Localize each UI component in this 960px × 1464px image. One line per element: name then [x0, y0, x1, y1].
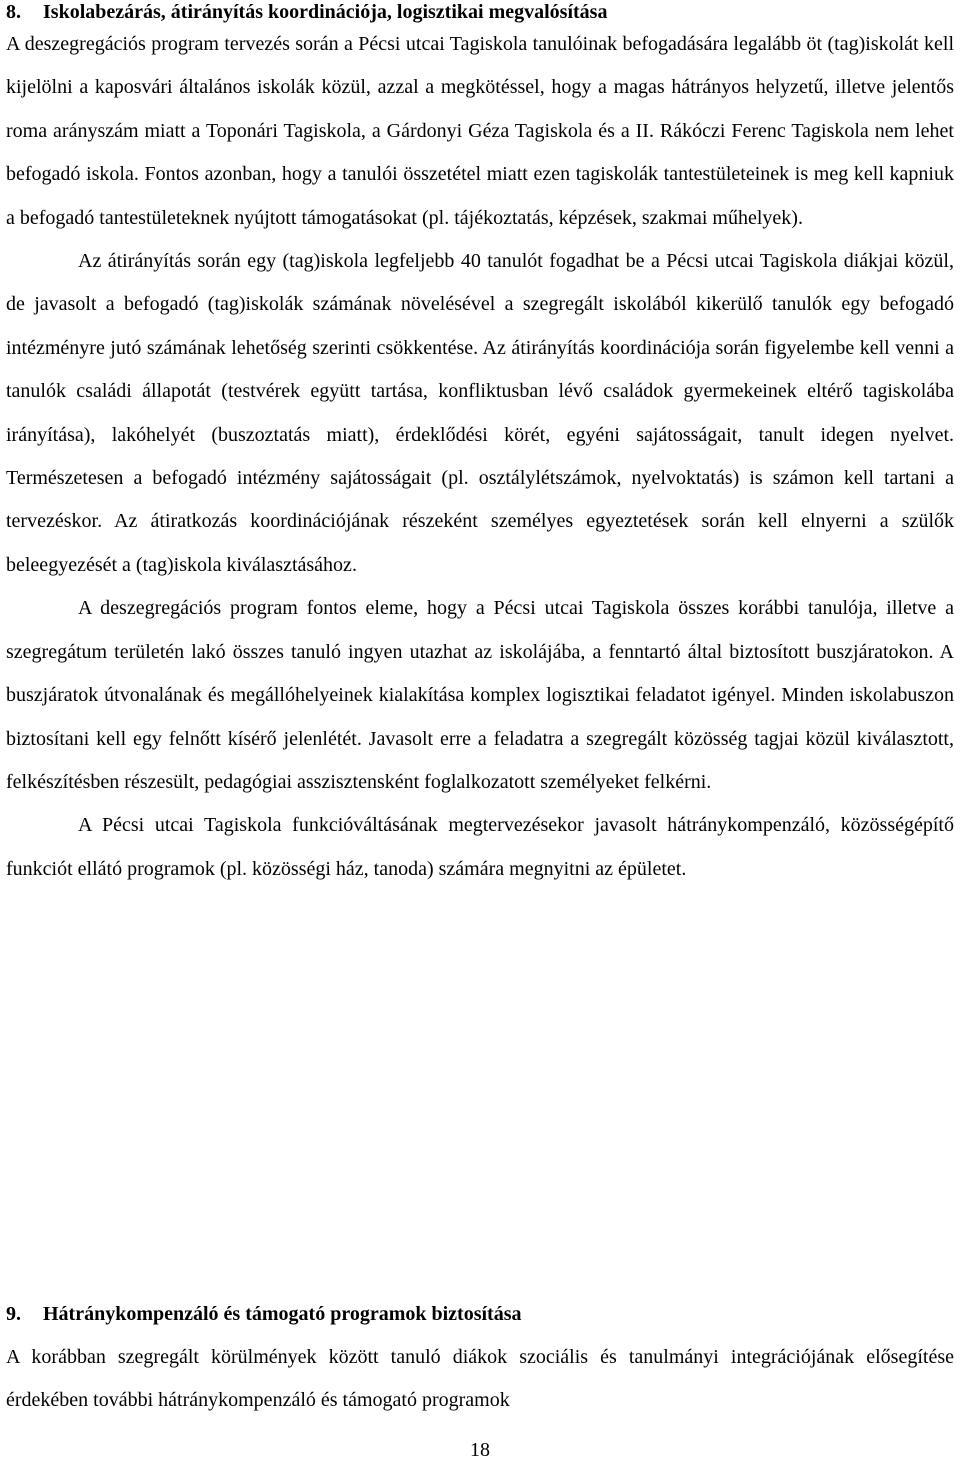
section-heading-8 [6, 0, 607, 24]
section-8-body [6, 23, 954, 891]
paragraph: A korábban szegregált körülmények között tanuló diákok szociális és tanulmányi integrációjának elősegítése érdekében további hátránykompenzáló és támogató programok [6, 1346, 954, 1412]
section-heading-9 [6, 1302, 522, 1326]
section-title-text: Hátránykompenzáló és támogató programok biztosítása [43, 1303, 522, 1325]
section-number: 8. [6, 1, 21, 23]
section-9-body [6, 1336, 954, 1423]
section-number: 9. [6, 1303, 21, 1325]
page-number: 18 [470, 1439, 490, 1461]
paragraph: A deszegregációs program tervezés során a Pécsi utcai Tagiskola tanulóinak befogadására legalább öt (tag)iskolát kell kijelölni a kaposvári általános iskolák közül, azzal a megkötéssel, hogy a magas hátrányos helyzetű, illetve jelentős roma arányszám miatt a Toponári Tagiskola, a Gárdonyi Géza Tagiskola és a II. Rákóczi Ferenc Tagiskola nem lehet befogadó iskola. Fontos azonban, hogy a tanulói összetétel miatt ezen tagiskolák tantestületeinek is meg kell kapniuk a befogadó tantestületeknek nyújtott támogatásokat (pl. tájékoztatás, képzések, szakmai műhelyek). [6, 33, 954, 229]
paragraph: Az átirányítás során egy (tag)iskola legfeljebb 40 tanulót fogadhat be a Pécsi utcai Tagiskola diákjai közül, de javasolt a befogadó (tag)iskolák számának növelésével a szegregált iskolából kikerülő tanulók egy befogadó intézményre jutó számának lehetőség szerinti csökkentése. Az átirányítás koordinációja során figyelembe kell venni a tanulók családi állapotát (testvérek együtt tartása, konfliktusban lévő családok gyermekeinek eltérő tagiskolába irányítása), lakóhelyét (buszoztatás miatt), érdeklődési körét, egyéni sajátosságait, tanult idegen nyelvet. Természetesen a befogadó intézmény sajátosságait (pl. osztálylétszámok, nyelvoktatás) is számon kell tartani a tervezéskor. Az átiratkozás koordinációjának részeként személyes egyeztetések során kell elnyerni a szülők beleegyezését a (tag)iskola kiválasztásához. [6, 250, 954, 576]
paragraph: A Pécsi utcai Tagiskola funkcióváltásának megtervezésekor javasolt hátránykompenzáló, közösségépítő funkciót ellátó programok (pl. közösségi ház, tanoda) számára megnyitni az épületet. [6, 814, 954, 880]
paragraph: A deszegregációs program fontos eleme, hogy a Pécsi utcai Tagiskola összes korábbi tanulója, illetve a szegregátum területén lakó összes tanuló ingyen utazhat az iskolájába, a fenntartó által biztosított buszjáratokon. A buszjáratok útvonalának és megállóhelyeinek kialakítása komplex logisztikai feladatot igényel. Minden iskolabuszon biztosítani kell egy felnőtt kísérő jelenlétét. Javasolt erre a feladatra a szegregált közösség tagjai közül kiválasztott, felkészítésben részesült, pedagógiai asszisztensként foglalkozatott személyeket felkérni. [6, 597, 954, 793]
section-title-text: Iskolabezárás, átirányítás koordinációja, logisztikai megvalósítása [43, 1, 608, 23]
